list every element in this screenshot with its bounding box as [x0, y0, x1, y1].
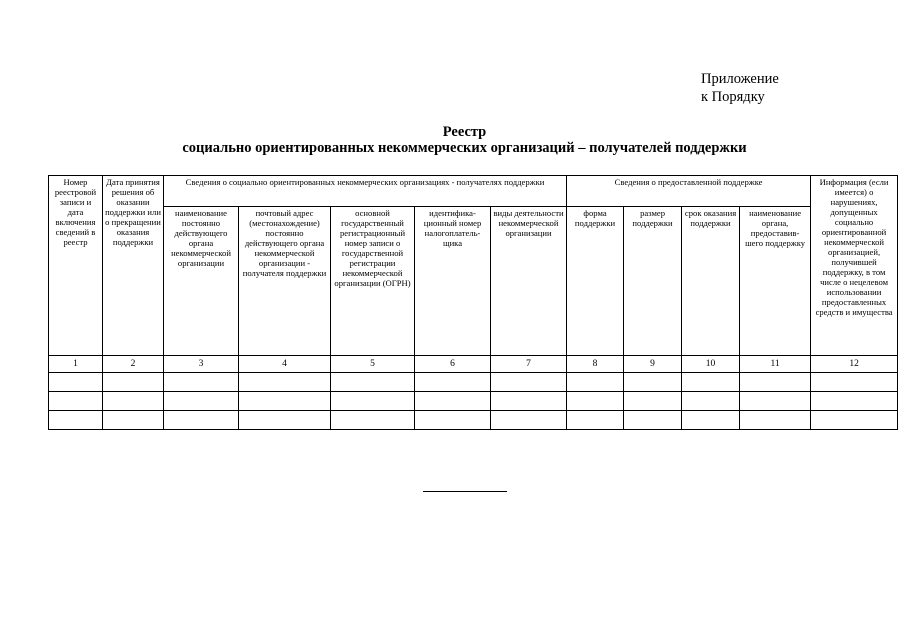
empty-cell [331, 373, 415, 392]
column-number: 3 [164, 356, 239, 373]
header-row-subcolumns [49, 207, 898, 356]
empty-cell [567, 392, 624, 411]
empty-cell [103, 411, 164, 430]
header-activity-types: виды деятельности некоммерческой организации [491, 207, 567, 356]
empty-cell [239, 411, 331, 430]
header-violations: Информация (если имеется) о нарушениях, допущенных социально ориентированной некоммерческой организацией, получившей поддержку, в том числе о нецелевом использовании предоставленных средств и имущества [811, 176, 898, 356]
empty-cell [811, 411, 898, 430]
empty-cell [682, 411, 740, 430]
empty-cell [682, 392, 740, 411]
column-number: 10 [682, 356, 740, 373]
column-number: 7 [491, 356, 567, 373]
header-postal-address: почтовый адрес (местонахождение) постоянно действующего органа некоммерческой организации - получателя поддержки [239, 207, 331, 356]
column-number-row [49, 356, 898, 373]
empty-cell [49, 392, 103, 411]
table-row [49, 411, 898, 430]
header-support-term: срок оказания поддержки [682, 207, 740, 356]
appendix-line-2: к Порядку [701, 89, 765, 105]
document-title: Реестр [442, 124, 487, 140]
empty-cell [239, 373, 331, 392]
header-group-organization: Сведения о социально ориентированных некоммерческих организациях - получателях поддержки [164, 176, 567, 207]
empty-cell [624, 392, 682, 411]
empty-cell [491, 392, 567, 411]
table-row [49, 373, 898, 392]
header-ogrn: основной государственный регистрационный номер записи о государственной регистрации некоммерческой организации (ОГРН) [331, 207, 415, 356]
header-registry-number: Номер реестровой записи и дата включения сведений в реестр [49, 176, 103, 356]
document-subtitle: социально ориентированных некоммерческих организаций – получателей поддержки [182, 140, 747, 156]
column-number: 1 [49, 356, 103, 373]
empty-cell [415, 373, 491, 392]
empty-cell [811, 373, 898, 392]
column-number: 9 [624, 356, 682, 373]
empty-cell [103, 392, 164, 411]
registry-table [48, 175, 898, 430]
table-row [49, 392, 898, 411]
header-support-form: форма поддержки [567, 207, 624, 356]
empty-cell [567, 411, 624, 430]
column-number: 6 [415, 356, 491, 373]
empty-cell [567, 373, 624, 392]
column-number: 2 [103, 356, 164, 373]
empty-cell [164, 392, 239, 411]
header-row-groups [49, 176, 898, 207]
header-group-support: Сведения о предоставленной поддержке [567, 176, 811, 207]
separator-line [423, 491, 507, 492]
empty-cell [415, 411, 491, 430]
empty-cell [624, 373, 682, 392]
empty-cell [49, 373, 103, 392]
empty-cell [239, 392, 331, 411]
empty-cell [164, 373, 239, 392]
header-org-name: наименование постоянно действующего органа некоммерческой организации [164, 207, 239, 356]
column-number: 11 [740, 356, 811, 373]
header-support-size: размер поддержки [624, 207, 682, 356]
empty-cell [415, 392, 491, 411]
empty-cell [682, 373, 740, 392]
empty-cell [491, 411, 567, 430]
empty-cell [103, 373, 164, 392]
header-inn: идентифика-ционный номер налогоплатель-щика [415, 207, 491, 356]
empty-cell [740, 373, 811, 392]
empty-cell [740, 392, 811, 411]
empty-cell [624, 411, 682, 430]
header-decision-date: Дата принятия решения об оказании поддержки или о прекращении оказания поддержки [103, 176, 164, 356]
empty-cell [740, 411, 811, 430]
header-provider-name: наименование органа, предоставив-шего поддержку [740, 207, 811, 356]
empty-cell [331, 411, 415, 430]
appendix-note [701, 70, 779, 106]
empty-cell [811, 392, 898, 411]
empty-cell [49, 411, 103, 430]
appendix-line-1: Приложение [701, 71, 779, 87]
column-number: 8 [567, 356, 624, 373]
column-number: 5 [331, 356, 415, 373]
empty-cell [491, 373, 567, 392]
column-number: 12 [811, 356, 898, 373]
empty-cell [164, 411, 239, 430]
empty-cell [331, 392, 415, 411]
column-number: 4 [239, 356, 331, 373]
